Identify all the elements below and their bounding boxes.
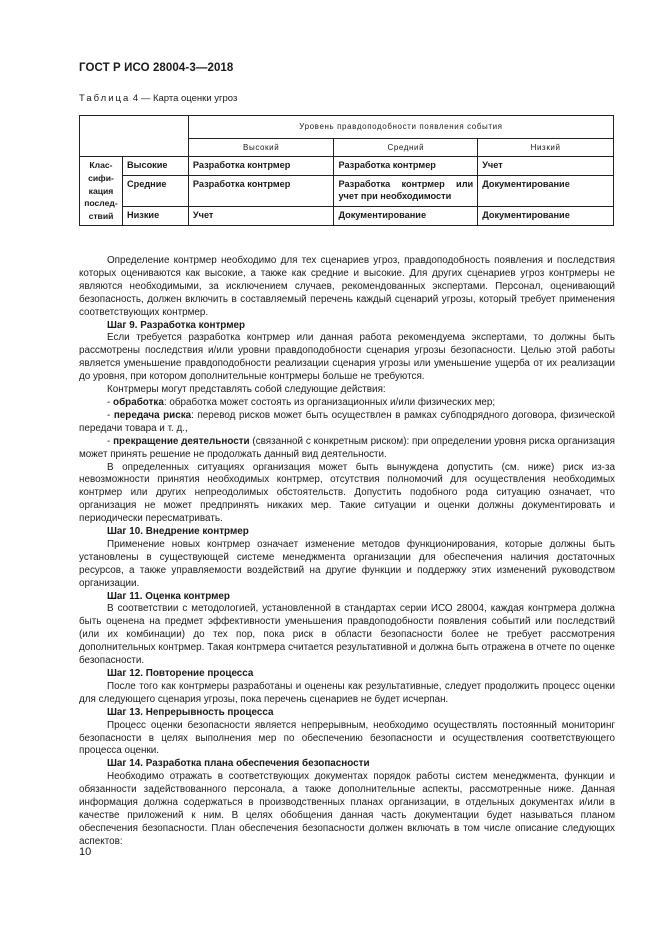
table-caption bbox=[79, 93, 237, 104]
paragraph: После того как контрмеры разработаны и оценены как результативные, следует продолжить процесс оценки для следующего сценария угрозы, пока перечень сценариев не будет исчерпан. bbox=[79, 680, 615, 705]
table-cell: Разработка контрмер bbox=[188, 157, 334, 176]
table-cell: Документирование bbox=[478, 175, 614, 207]
class-label-line: сифи- bbox=[88, 172, 114, 183]
list-item-text: : обработка может состоять из организационных и/или физических мер; bbox=[163, 396, 496, 408]
table-cell: Разработка контрмер bbox=[334, 157, 478, 176]
row-level-high: Высокие bbox=[122, 157, 188, 176]
table-cell: Учет bbox=[188, 207, 334, 226]
class-label-line: ствий bbox=[88, 211, 114, 222]
paragraph: В соответствии с методологией, установленной в стандартах серии ИСО 28004, каждая контрмера должна быть оценена на предмет эффективности уменьшения правдоподобности появления событий или последствий (или их комбинации) до тех пор, пока риск в области безопасности более не требует рассмотрения дополнительных контрмер. Такая контрмера считается результативной и должна быть отражена в отчете по оценке безопасности. bbox=[79, 603, 615, 667]
row-level-medium: Средние bbox=[122, 175, 188, 207]
list-item-text: : перевод рисков может быть осуществлен в рамках субподрядного договора, физической передачи товара и т. д., bbox=[79, 409, 615, 434]
step-heading: Шаг 9. Разработка контрмер bbox=[107, 319, 246, 331]
paragraph: Процесс оценки безопасности является непрерывным, необходимо осуществлять постоянный мониторинг безопасности в целях выполнения мер по обеспечению безопасности и осуществления соответствующего процесса оценки. bbox=[79, 719, 615, 757]
column-header-low: Низкий bbox=[478, 139, 614, 157]
paragraph: Контрмеры могут представлять собой следующие действия: bbox=[107, 384, 386, 396]
step-heading: Шаг 14. Разработка плана обеспечения безопасности bbox=[107, 758, 370, 770]
list-item: - передача риска: перевод рисков может быть осуществлен в рамках субподрядного договора, физической передачи товара и т. д., bbox=[79, 409, 615, 434]
list-item: - прекращение деятельности (связанной с конкретным риском): при определении уровня риска организация может принять решение не продолжать данный вид деятельности. bbox=[79, 435, 615, 460]
table-caption-number: 4 bbox=[132, 93, 139, 104]
paragraph: Если требуется разработка контрмер или данная работа рекомендуема экспертами, то должны быть рассмотрены последствия и/или уровни правдоподобности сценария угрозы безопасности. Целью этой работы является уменьшение правдоподобности реализации сценария угрозы или уменьшение ущерба от их реализации до уровня, при котором дополнительные контрмеры больше не требуются. bbox=[79, 332, 615, 383]
table-row bbox=[80, 157, 614, 176]
paragraph: Определение контрмер необходимо для тех сценариев угроз, правдоподобность появления и последствия которых оцениваются как высокие, а также как средние и высокие. Для других сценариев угроз контрмеры не являются необходимыми, за исключением случаев, рекомендованных экспертами. Персонал, оценивающий безопасность, должен включить в составляемый перечень каждый сценарий угрозы, который требует применения соответствующих контрмер. bbox=[79, 255, 615, 318]
class-label-line: послед- bbox=[84, 198, 118, 209]
table-cell: Учет bbox=[478, 157, 614, 176]
consequence-class-label bbox=[80, 157, 123, 226]
column-header-high: Высокий bbox=[188, 139, 334, 157]
list-item-term: прекращение деятельности bbox=[113, 435, 250, 447]
list-item-term: обработка bbox=[113, 396, 164, 408]
body-text bbox=[79, 255, 615, 849]
row-level-low: Низкие bbox=[122, 207, 188, 226]
step-heading: Шаг 11. Оценка контрмер bbox=[107, 590, 230, 602]
table-row bbox=[80, 207, 614, 226]
table-cell: Документирование bbox=[334, 207, 478, 226]
table-cell: Документирование bbox=[478, 207, 614, 226]
table-caption-prefix: Таблица bbox=[79, 93, 131, 104]
paragraph: В определенных ситуациях организация может быть вынуждена допустить (см. ниже) риск из-за невозможности принятия необходимых контрмер, отсутствия полномочий для осуществления необходимых контрмер или других непреодолимых обстоятельств. Допустить подобного рода ситуацию означает, что организация не может предпринять никаких мер. Такие ситуации и оценки должны документировать и периодически пересматривать. bbox=[79, 461, 615, 525]
list-item-term: передача риска bbox=[113, 409, 192, 421]
table-row bbox=[80, 175, 614, 207]
likelihood-header: Уровень правдоподобности появления события bbox=[188, 116, 613, 139]
table-corner-cell bbox=[80, 116, 189, 157]
standard-header: ГОСТ Р ИСО 28004-3—2018 bbox=[79, 62, 234, 74]
paragraph: Необходимо отражать в соответствующих документах порядок работы систем менеджмента, функции и обязанности задействованного персонала, а также дополнительные аспекты, рассмотренные ниже. Данная информация должна содержаться в производственных планах организации, в отдельных документах и/или в качестве приложений к ним. В целях обобщения данная часть документации будет называться планом обеспечения безопасности. План обеспечения безопасности должен включать в том числе описание следующих аспектов: bbox=[79, 771, 615, 847]
table-header-row bbox=[80, 116, 614, 139]
class-label-line: Клас- bbox=[89, 160, 113, 170]
page-number: 10 bbox=[79, 846, 92, 858]
table-cell: Разработка контрмер или учет при необходимости bbox=[334, 175, 478, 207]
step-heading: Шаг 13. Непрерывность процесса bbox=[107, 706, 274, 718]
column-header-medium: Средний bbox=[334, 139, 478, 157]
table-caption-title: — Карта оценки угроз bbox=[138, 93, 238, 104]
threat-map-table bbox=[79, 115, 614, 226]
list-item: - обработка: обработка может состоять из организационных и/или физических мер; bbox=[107, 396, 496, 408]
paragraph: Применение новых контрмер означает изменение методов функционирования, которые должны быть установлены в существующей системе менеджмента организации для обеспечения наличия достаточных ресурсов, а также управляемости воздействий на другие функции и поддержку этих изменений руководством организации. bbox=[79, 538, 615, 589]
step-heading: Шаг 12. Повторение процесса bbox=[107, 668, 254, 679]
list-item-text: (связанной с конкретным риском): при определении уровня риска организация может принять решение не продолжать данный вид деятельности. bbox=[79, 435, 615, 460]
table-cell: Разработка контрмер bbox=[188, 175, 334, 207]
class-label-line: кация bbox=[88, 185, 114, 196]
step-heading: Шаг 10. Внедрение контрмер bbox=[107, 526, 249, 538]
